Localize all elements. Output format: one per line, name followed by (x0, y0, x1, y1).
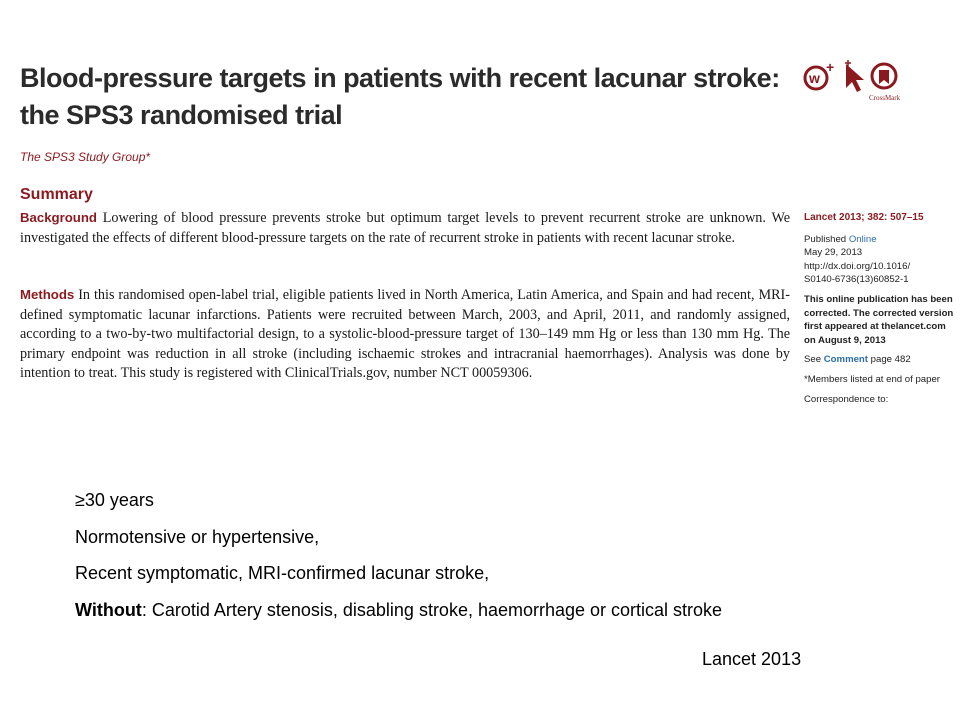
correction-line3: first appeared at thelancet.com (804, 321, 946, 333)
cursor-icon (845, 60, 864, 92)
published-line (804, 233, 954, 247)
methods-label: Methods (20, 287, 75, 302)
without-text: : Carotid Artery stenosis, disabling stroke, haemorrhage or cortical stroke (141, 599, 723, 620)
doi-line1: http://dx.doi.org/10.1016/ (804, 260, 911, 272)
article-title-line1: Blood-pressure targets in patients with recent lacunar stroke: (20, 63, 780, 93)
see-suffix: page 482 (870, 354, 911, 366)
crossmark-icon (869, 64, 901, 102)
criteria-exclusions (75, 598, 935, 635)
see-comment (804, 353, 954, 367)
article-title-line2: the SPS3 randomised trial (20, 100, 343, 130)
criteria-age: ≥30 years (75, 490, 154, 510)
slide-reference: Lancet 2013 (702, 649, 802, 669)
correction-line4: on August 9, 2013 (804, 334, 886, 346)
citation: Lancet 2013; 382: 507–15 (804, 212, 924, 223)
inclusion-criteria (75, 488, 935, 634)
author-group: The SPS3 Study Group* (20, 150, 151, 164)
correction-line1: This online publication has been (804, 293, 953, 305)
published-online-link[interactable]: Online (848, 233, 877, 245)
without-label: Without (75, 599, 142, 620)
svg-text:+: + (826, 59, 835, 75)
criteria-bp: Normotensive or hypertensive, (75, 526, 320, 547)
journal-logos (802, 58, 912, 108)
criteria-stroke: Recent symptomatic, MRI-confirmed lacunar stroke, (75, 563, 490, 583)
members-note: *Members listed at end of paper (804, 373, 940, 385)
background-label: Background (20, 210, 97, 225)
methods-text: In this randomised open-label trial, eligible patients lived in North America, Latin America, and Spain and had recent, MRI-defined symptomatic lacunar infarctions. Patients were recruited between March, 2003, and April, 2011, and randomly assigned, according to a two-by-two multifactorial design, to a systolic-blood-pressure target of 130–149 mm Hg or less than 130 mm Hg. The primary endpoint was reduction in all stroke (including ischaemic strokes and intracranial haemorrhages). Analysis was done by intention to treat. This study is registered with ClinicalTrials.gov, number NCT 00059306. (20, 287, 791, 381)
correspondence-clipped: Correspondence to: (804, 393, 889, 405)
article-sidebar (804, 211, 954, 405)
abstract-methods (20, 285, 790, 384)
comment-link[interactable]: Comment (823, 354, 868, 366)
article-title (20, 60, 800, 134)
publication-info (804, 233, 954, 287)
published-date: May 29, 2013 (804, 247, 863, 259)
background-text: Lowering of blood pressure prevents stroke but optimum target levels to prevent recurrent stroke are unknown. We investigated the effects of different blood-pressure targets on the rate of recurrent stroke in patients with recent lacunar stroke. (20, 210, 790, 246)
crossmark-label: CrossMark (869, 94, 901, 102)
svg-text:w: w (809, 70, 820, 86)
see-prefix: See (804, 354, 822, 366)
abstract-background (20, 208, 790, 248)
doi-line2: S0140-6736(13)60852-1 (804, 274, 909, 286)
web-extra-icon (805, 59, 834, 89)
published-prefix: Published (804, 233, 847, 245)
summary-heading: Summary (20, 186, 93, 203)
correction-line2: corrected. The corrected version (804, 307, 954, 319)
correction-notice (804, 293, 954, 347)
